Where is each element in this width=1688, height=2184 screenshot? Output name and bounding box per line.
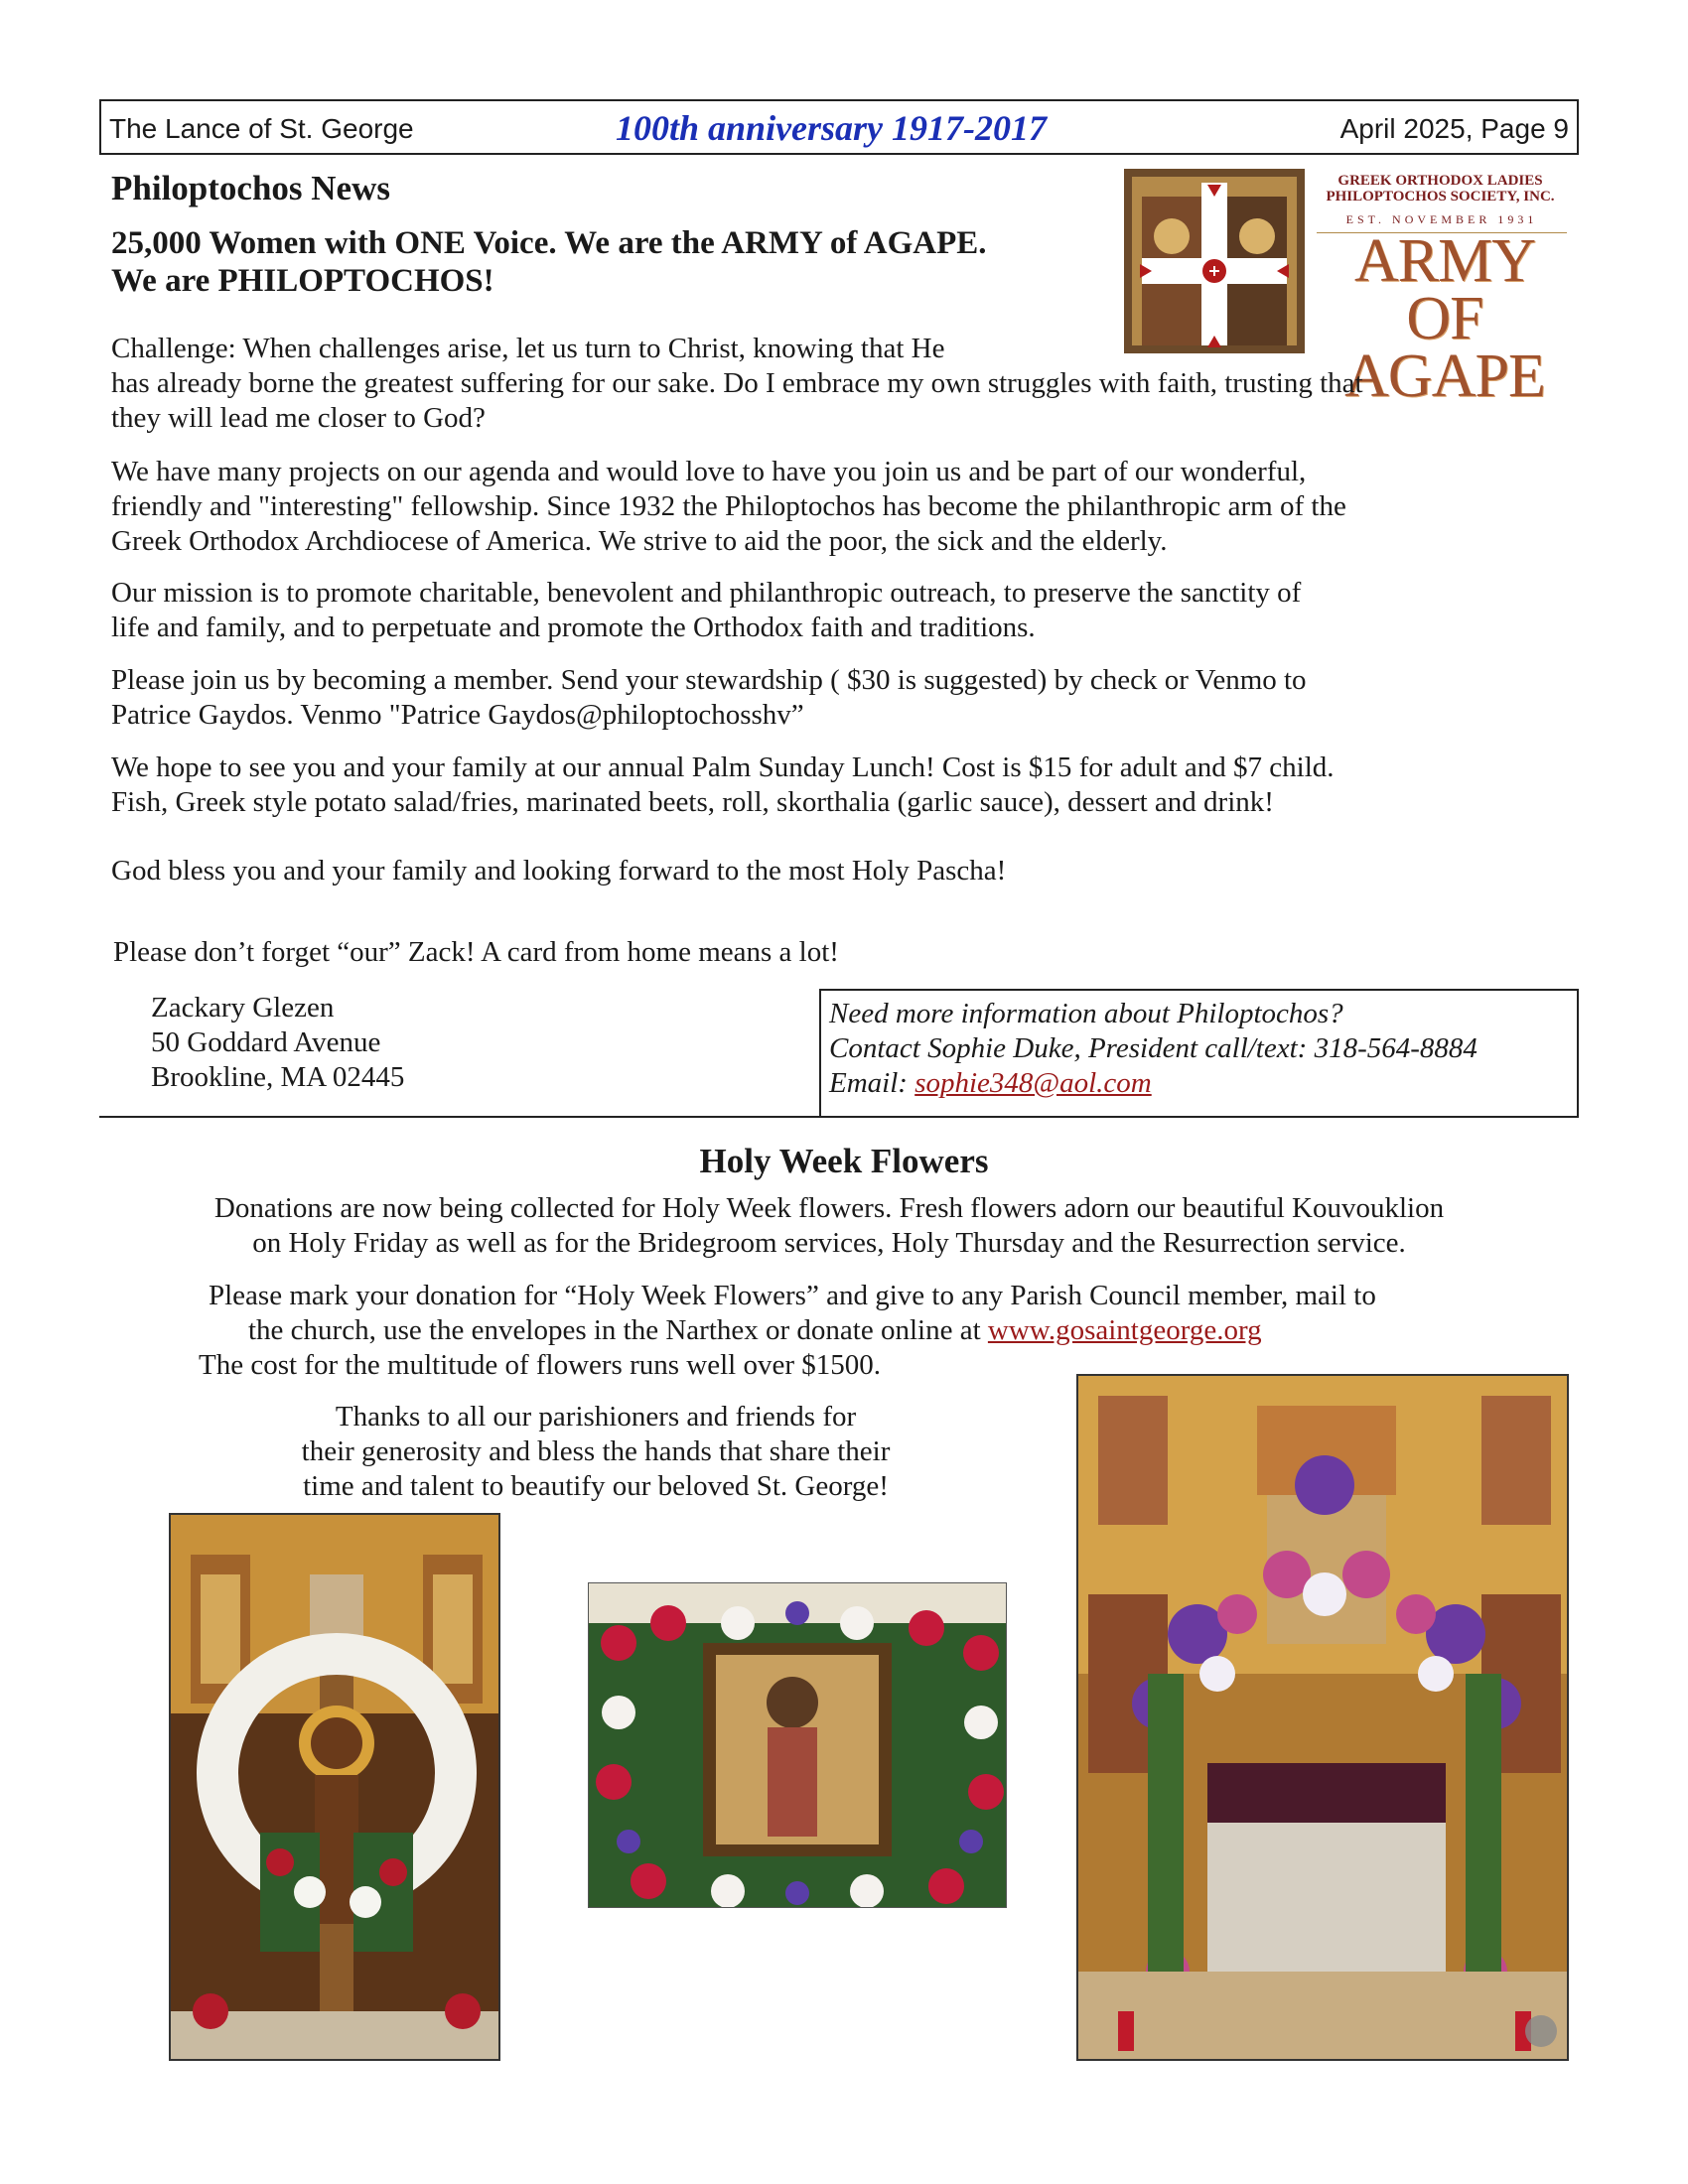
- contact-email-line: [829, 1066, 1569, 1101]
- thanks-line-3: time and talent to beautify our beloved St. George!: [303, 1470, 889, 1502]
- logo-org-line-1: GREEK ORTHODOX LADIES: [1337, 173, 1543, 189]
- photo-icon-rose-wreath: [588, 1582, 1007, 1908]
- thanks-paragraph: [238, 1400, 953, 1504]
- instructions-line-2-text: the church, use the envelopes in the Narthex or donate online at: [248, 1314, 988, 1346]
- mission-paragraph: [111, 576, 1561, 645]
- projects-line-1: We have many projects on our agenda and would love to have you join us and be part of our wonderful,: [111, 456, 1307, 487]
- tagline-line-1: 25,000 Women with ONE Voice. We are the ARMY of AGAPE.: [111, 225, 987, 261]
- issue-date-page: April 2025, Page 9: [1339, 113, 1569, 144]
- blessing-paragraph: God bless you and your family and looking forward to the most Holy Pascha!: [111, 855, 1007, 887]
- logo-org-line-2: PHILOPTOCHOS SOCIETY, INC.: [1326, 189, 1555, 205]
- contact-box: [819, 989, 1579, 1118]
- email-link[interactable]: sophie348@aol.com: [914, 1067, 1152, 1099]
- projects-paragraph: [111, 455, 1561, 559]
- newsletter-name: The Lance of St. George: [109, 113, 414, 144]
- logo-org-name: [1307, 173, 1574, 205]
- lunch-line-2: Fish, Greek style potato salad/fries, marinated beets, roll, skorthalia (garlic sauce), dessert and drink!: [111, 786, 1274, 818]
- lunch-line-1: We hope to see you and your family at our annual Palm Sunday Lunch! Cost is $15 for adult and $7 child.: [111, 751, 1335, 783]
- donations-paragraph: [0, 1191, 1658, 1261]
- logo-army: ARMY: [1353, 227, 1536, 295]
- donations-line-1: Donations are now being collected for Holy Week flowers. Fresh flowers adorn our beautiful Kouvouklion: [213, 1192, 1445, 1224]
- thanks-line-2: their generosity and bless the hands that share their: [301, 1435, 891, 1467]
- challenge-line-2: has already borne the greatest suffering for our sake. Do I embrace my own struggles with faith, trusting that: [111, 367, 1363, 399]
- join-paragraph: [111, 663, 1561, 733]
- section-title-philoptochos-news: Philoptochos News: [111, 169, 390, 207]
- mission-line-2: life and family, and to perpetuate and promote the Orthodox faith and traditions.: [111, 612, 1036, 643]
- join-line-1: Please join us by becoming a member. Send your stewardship ( $30 is suggested) by check or Venmo to: [111, 664, 1307, 696]
- donate-online-link[interactable]: www.gosaintgeorge.org: [987, 1314, 1262, 1346]
- address-city: Brookline, MA 02445: [151, 1061, 405, 1093]
- join-line-2: Patrice Gaydos. Venmo "Patrice Gaydos@philoptochosshv”: [111, 699, 804, 731]
- logo-established: EST. NOVEMBER 1931: [1345, 212, 1538, 226]
- email-label: Email:: [829, 1067, 915, 1099]
- tagline-line-2: We are PHILOPTOCHOS!: [111, 263, 494, 299]
- donation-instructions: [209, 1279, 1376, 1348]
- lunch-paragraph: [111, 751, 1561, 820]
- instructions-line-1: Please mark your donation for “Holy Week Flowers” and give to any Parish Council member, mail to: [209, 1280, 1376, 1311]
- photo-kouvouklion-flowers: [1076, 1374, 1569, 2061]
- zack-reminder: Please don’t forget “our” Zack! A card from home means a lot!: [113, 936, 839, 968]
- thanks-line-1: Thanks to all our parishioners and friends for: [335, 1401, 857, 1433]
- contact-line-1: Need more information about Philoptochos?: [829, 998, 1343, 1029]
- challenge-line-3: they will lead me closer to God?: [111, 402, 486, 434]
- logo-of-agape: OF AGAPE: [1344, 285, 1545, 410]
- challenge-line-1: Challenge: When challenges arise, let us turn to Christ, knowing that He: [111, 333, 945, 364]
- mission-line-1: Our mission is to promote charitable, benevolent and philanthropic outreach, to preserve the sanctity of: [111, 577, 1302, 609]
- mailing-address: [151, 991, 404, 1095]
- address-street: 50 Goddard Avenue: [151, 1026, 381, 1058]
- cost-note: The cost for the multitude of flowers runs well over $1500.: [199, 1349, 881, 1381]
- instructions-line-2: [209, 1313, 1376, 1348]
- address-name: Zackary Glezen: [151, 992, 335, 1024]
- photo-crucifix-flowers: [169, 1513, 500, 2061]
- page-header: [99, 99, 1579, 155]
- donations-line-2: on Holy Friday as well as for the Bridegroom services, Holy Thursday and the Resurrection service.: [252, 1227, 1406, 1259]
- section-title-holy-week-flowers: Holy Week Flowers: [699, 1142, 989, 1180]
- projects-line-2: friendly and "interesting" fellowship. Since 1932 the Philoptochos has become the philanthropic arm of the: [111, 490, 1346, 522]
- contact-line-2: Contact Sophie Duke, President call/text: 318-564-8884: [829, 1032, 1477, 1064]
- anniversary-banner: 100th anniversary 1917-2017: [616, 108, 1048, 148]
- projects-line-3: Greek Orthodox Archdiocese of America. We strive to aid the poor, the sick and the elderly.: [111, 525, 1168, 557]
- army-of-agape-logo: [1122, 167, 1574, 410]
- challenge-paragraph: [111, 332, 1561, 436]
- tagline: [111, 224, 987, 300]
